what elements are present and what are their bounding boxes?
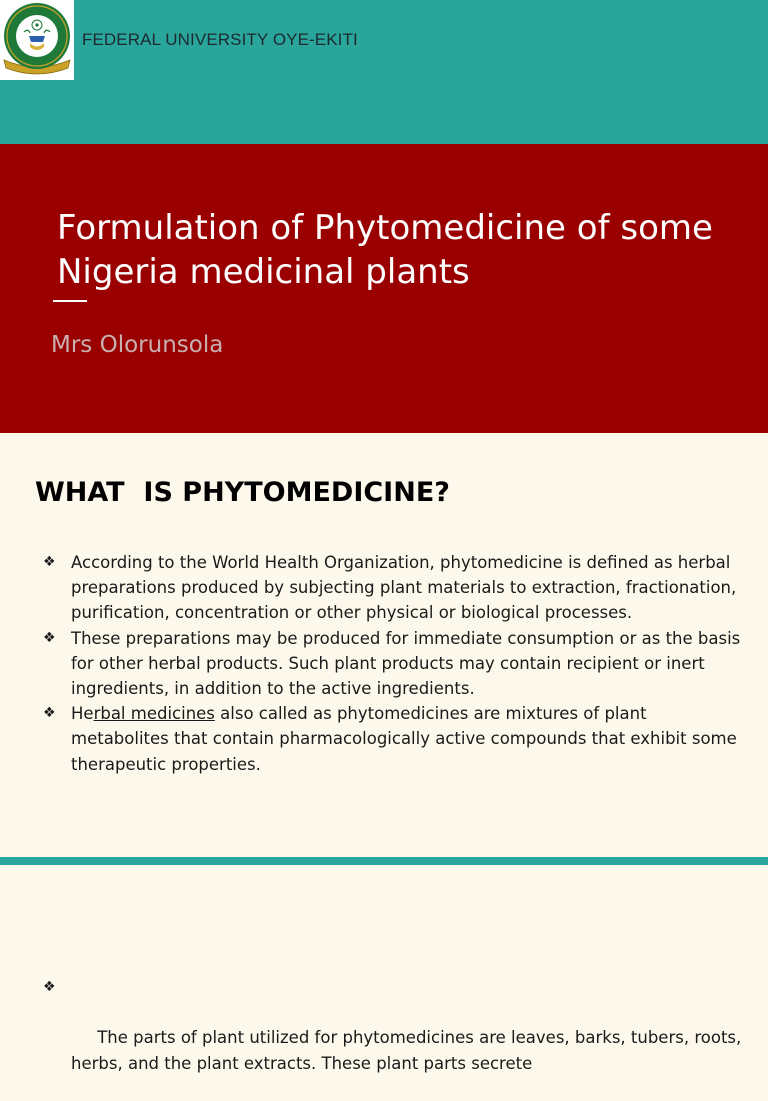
diamond-bullet-icon: ❖ (43, 979, 56, 995)
university-seal-icon (0, 0, 74, 80)
title-slide (0, 0, 768, 433)
university-name: FEDERAL UNIVERSITY OYE-EKITI (82, 30, 358, 49)
list-item (43, 550, 743, 626)
list-item (43, 626, 743, 702)
herbal-medicines-link[interactable]: rbal medicines (93, 704, 215, 724)
university-logo (0, 0, 74, 80)
slide-title: Formulation of Phytomedicine of some Nigeria medicinal plants (57, 208, 713, 292)
header-band (0, 0, 768, 144)
bullet-text: According to the World Health Organization, phytomedicine is defined as herbal preparations produced by subjecting plant materials to extraction, fractionation, purification, concentration or other physical or biological processes. (71, 553, 737, 623)
diamond-bullet-icon: ❖ (43, 705, 56, 722)
plant-parts-bullets (43, 975, 747, 1101)
bullet-text-rest: also called as phytomedicines are mixtures of plant metabolites that contain pharmacologically active compounds that exhibit some therapeutic properties. (71, 704, 737, 774)
title-underline (53, 300, 87, 302)
slide-heading: WHAT IS PHYTOMEDICINE? (35, 477, 450, 508)
bullet-text: The parts of plant utilized for phytomedicines are leaves, barks, tubers, roots, herbs, and the plant extracts. These plant parts secrete (71, 1028, 747, 1073)
bullet-text-prefix: He (71, 704, 94, 724)
list-item (43, 701, 743, 777)
definition-bullets (43, 550, 743, 777)
author-name: Mrs Olorunsola (51, 332, 224, 358)
diamond-bullet-icon: ❖ (43, 554, 56, 570)
slide-divider (0, 857, 768, 865)
list-item (43, 975, 747, 1101)
diamond-bullet-icon: ❖ (43, 629, 56, 646)
bullet-text: These preparations may be produced for immediate consumption or as the basis for other herbal products. Such plant products may contain recipient or inert ingredients, in addition to the active ingredients. (71, 628, 741, 699)
